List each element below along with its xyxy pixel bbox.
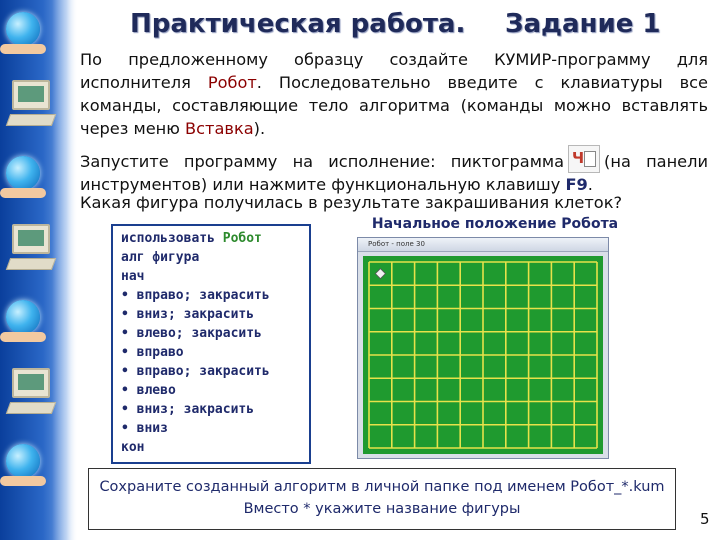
computer-icon xyxy=(8,80,52,130)
intro-text-b: . Последовательно введите с клавиатуры все команды, составляющие тело алгоритма (команды можно вставлять через меню xyxy=(80,73,708,138)
run-text-b: (на панели инструментов) или нажмите функциональную клавишу xyxy=(80,152,708,194)
code-robot-name: Робот xyxy=(222,231,262,246)
code-line-10: • вниз; закрасить xyxy=(121,402,255,417)
code-line-5: • вниз; закрасить xyxy=(121,307,255,322)
code-line-11: • вниз xyxy=(121,421,168,436)
computer-icon xyxy=(8,368,52,418)
code-line-4: • вправо; закрасить xyxy=(121,288,270,303)
code-line-1 xyxy=(121,230,262,248)
save-line-2: Вместо * укажите название фигуры xyxy=(243,501,521,517)
code-line-6: • влево; закрасить xyxy=(121,326,262,341)
insert-menu-keyword: Вставка xyxy=(185,119,254,138)
decorative-side-strip xyxy=(0,0,78,540)
save-instructions xyxy=(88,468,676,530)
run-paragraph xyxy=(80,145,708,196)
hand-icon xyxy=(0,188,46,198)
globe-icon xyxy=(6,12,40,46)
intro-text-c: ). xyxy=(253,119,266,138)
question-text: Какая фигура получилась в результате закрашивания клеток? xyxy=(80,193,623,212)
code-use-keyword: использовать xyxy=(121,231,215,246)
intro-paragraph xyxy=(80,48,708,140)
code-listing xyxy=(111,224,311,464)
robot-field-grid xyxy=(363,256,603,454)
globe-icon xyxy=(6,156,40,190)
globe-icon xyxy=(6,300,40,334)
code-line-3: нач xyxy=(121,269,145,284)
computer-icon xyxy=(8,224,52,274)
code-line-7: • вправо xyxy=(121,345,184,360)
robot-window-title: Робот - поле 30 xyxy=(368,240,425,248)
page-number: 5 xyxy=(700,510,710,528)
code-line-9: • влево xyxy=(121,383,176,398)
hand-icon xyxy=(0,44,46,54)
code-line-8: • вправо; закрасить xyxy=(121,364,270,379)
robot-caption: Начальное положение Робота xyxy=(371,216,619,232)
f9-key: F9 xyxy=(565,175,588,194)
code-line-2: алг фигура xyxy=(121,250,200,265)
robot-window xyxy=(357,237,609,459)
save-line-1: Сохраните созданный алгоритм в личной папке под именем Робот_*.kum xyxy=(99,479,665,495)
code-line-12: кон xyxy=(121,440,145,455)
intro-text-a: По предложенному образцу создайте КУМИР-программу для исполнителя xyxy=(80,50,708,92)
run-icon-glyph: Ч xyxy=(572,149,585,167)
slide-title: Практическая работа. xyxy=(130,9,466,39)
hand-icon xyxy=(0,476,46,486)
globe-icon xyxy=(6,444,40,478)
run-text-c: . xyxy=(587,175,593,194)
task-number: Задание 1 xyxy=(505,9,661,39)
run-text-a: Запустите программу на исполнение: пиктограмма xyxy=(80,152,565,171)
robot-window-titlebar xyxy=(358,238,608,252)
hand-icon xyxy=(0,332,46,342)
robot-keyword: Робот xyxy=(207,73,257,92)
run-program-icon xyxy=(568,145,600,173)
